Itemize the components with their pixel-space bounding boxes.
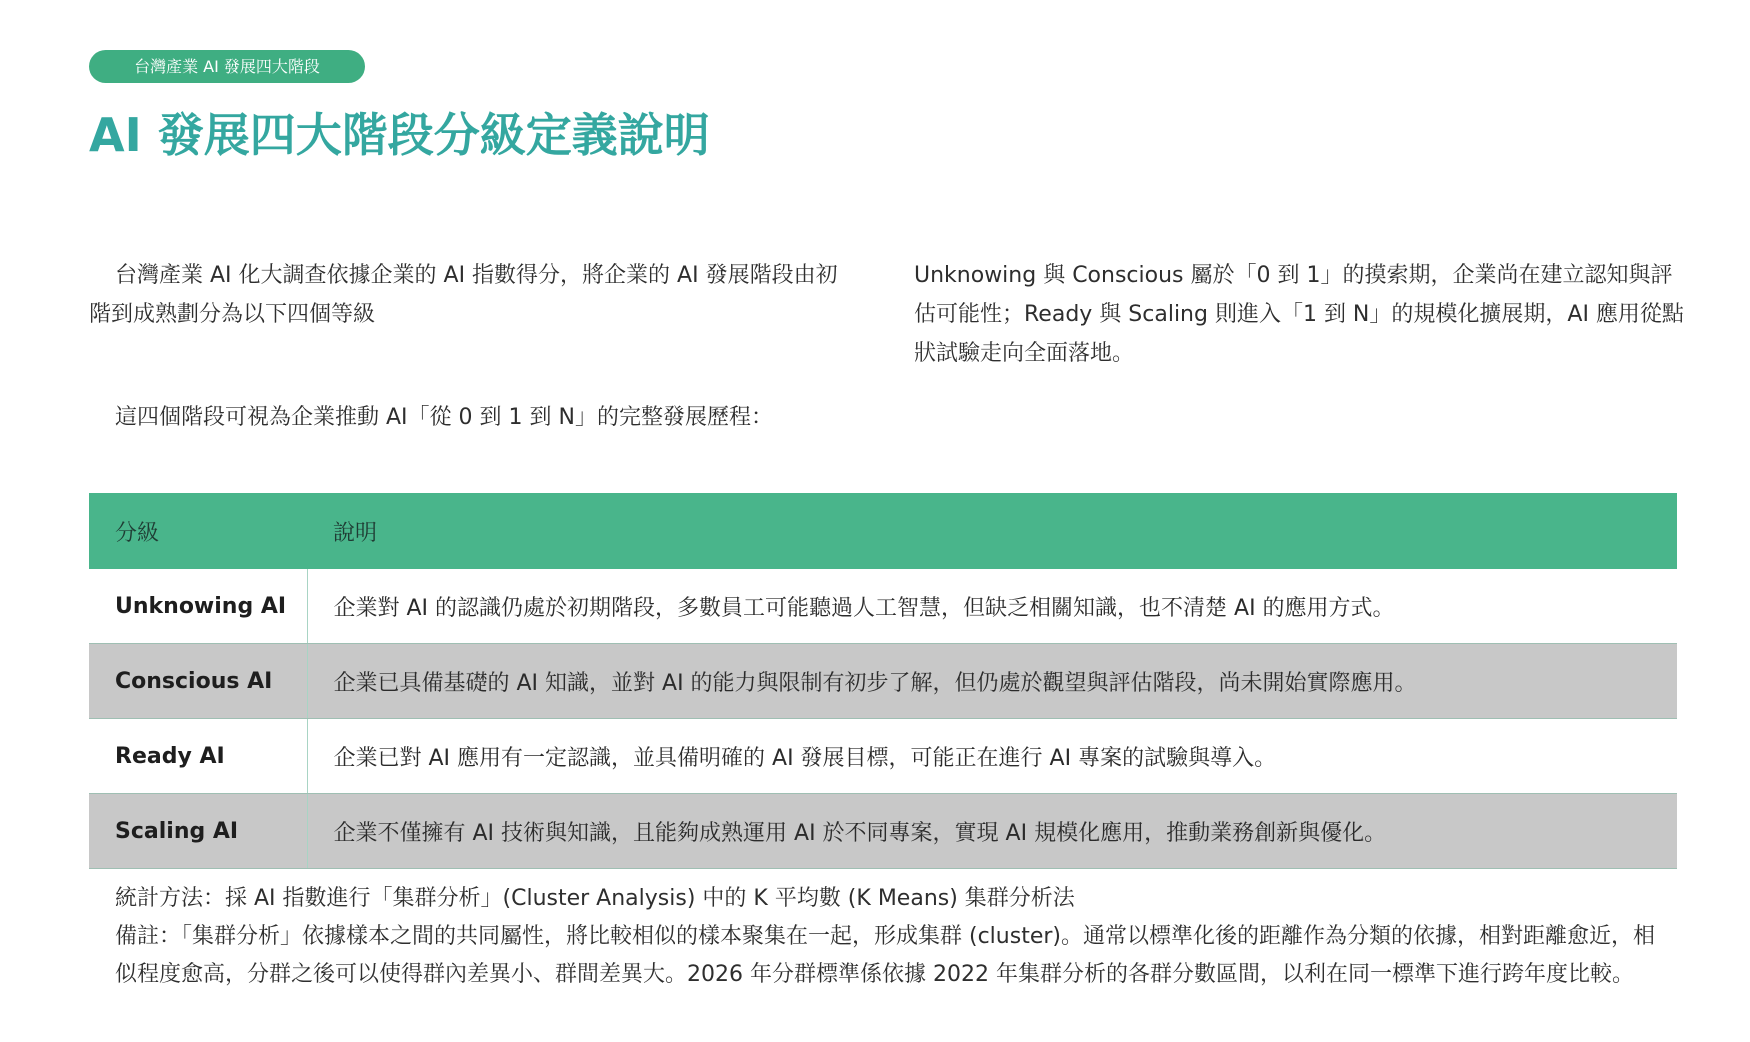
table-row — [89, 794, 1677, 869]
row-level: Conscious AI — [89, 644, 307, 719]
row-description: 企業不僅擁有 AI 技術與知識，且能夠成熟運用 AI 於不同專案，實現 AI 規模化應用，推動業務創新與優化。 — [307, 794, 1677, 869]
table-row — [89, 644, 1677, 719]
table-header-row — [89, 493, 1677, 569]
page-title: AI 發展四大階段分級定義說明 — [89, 108, 710, 162]
stage-definition-table — [89, 493, 1677, 869]
section-tag: 台灣產業 AI 發展四大階段 — [89, 50, 365, 83]
row-description: 企業已對 AI 應用有一定認識，並具備明確的 AI 發展目標，可能正在進行 AI 專案的試驗與導入。 — [307, 719, 1677, 794]
table-row — [89, 719, 1677, 794]
table-row — [89, 569, 1677, 644]
footnotes — [115, 880, 1675, 994]
remark-note: 備註：「集群分析」依據樣本之間的共同屬性，將比較相似的樣本聚集在一起，形成集群 (cluster)。通常以標準化後的距離作為分類的依據，相對距離愈近，相似程度愈高，分群之後可以使得群內差異小、群間差異大。2026 年分群標準係依據 2022 年集群分析的各群分數區間，以利在同一標準下進行跨年度比較。 — [115, 924, 1655, 987]
method-note: 統計方法：採 AI 指數進行「集群分析」(Cluster Analysis) 中的 K 平均數 (K Means) 集群分析法 — [115, 886, 1075, 911]
row-description: 企業對 AI 的認識仍處於初期階段，多數員工可能聽過人工智慧，但缺乏相關知識，也不清楚 AI 的應用方式。 — [307, 569, 1677, 644]
intro-paragraph-3: 這四個階段可視為企業推動 AI「從 0 到 1 到 N」的完整發展歷程： — [115, 405, 773, 430]
row-level: Scaling AI — [89, 794, 307, 869]
row-level: Unknowing AI — [89, 569, 307, 644]
header-level: 分級 — [89, 493, 307, 569]
intro-paragraph-2: Unknowing 與 Conscious 屬於「0 到 1」的摸索期，企業尚在建立認知與評估可能性；Ready 與 Scaling 則進入「1 到 N」的規模化擴展期，AI 應用從點狀試驗走向全面落地。 — [914, 263, 1684, 366]
row-description: 企業已具備基礎的 AI 知識，並對 AI 的能力與限制有初步了解，但仍處於觀望與評估階段，尚未開始實際應用。 — [307, 644, 1677, 719]
header-description: 說明 — [307, 493, 1677, 569]
row-level: Ready AI — [89, 719, 307, 794]
intro-paragraph-1: 台灣產業 AI 化大調查依據企業的 AI 指數得分，將企業的 AI 發展階段由初階到成熟劃分為以下四個等級 — [89, 263, 838, 327]
